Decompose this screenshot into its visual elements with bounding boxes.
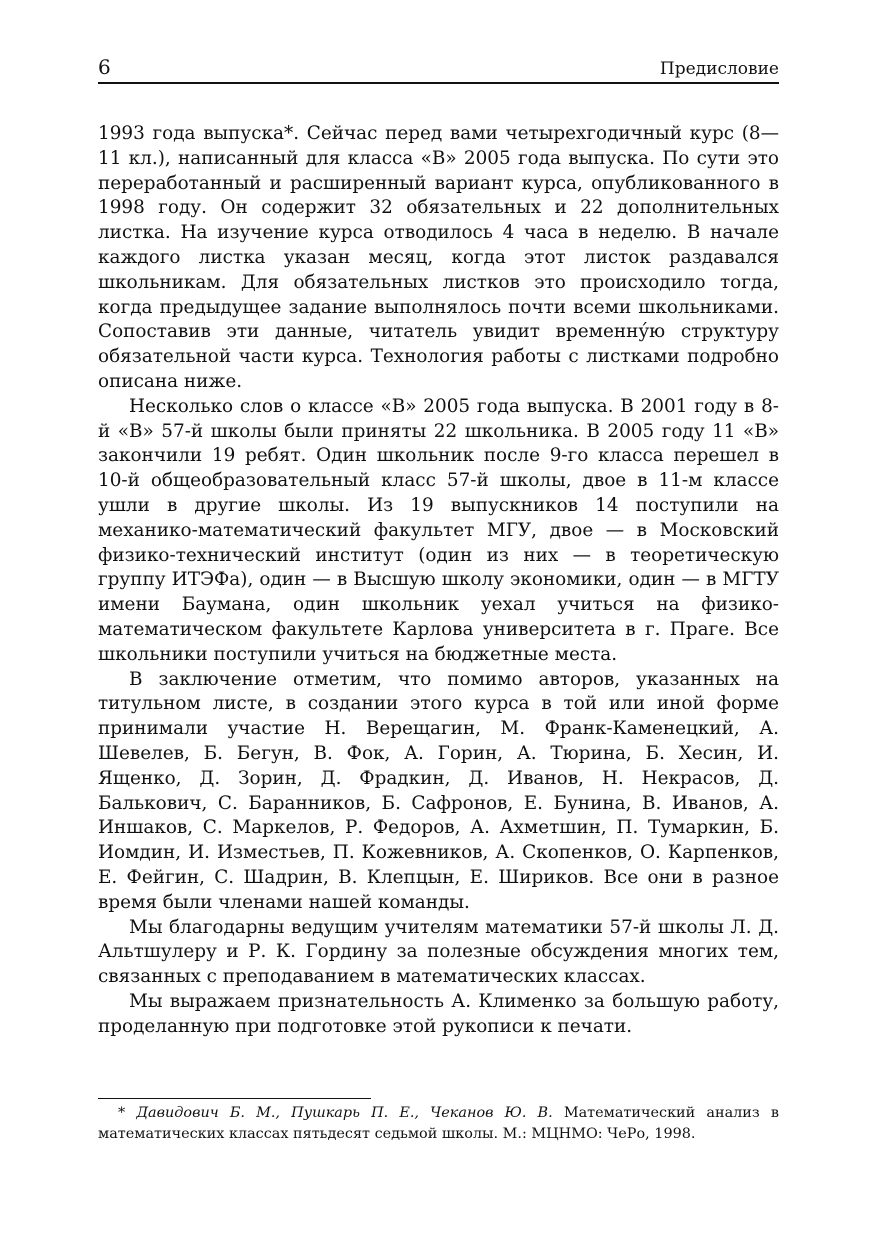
paragraph-5: Мы выражаем признательность А. Клименко за большую работу, проделанную при подготовке этой рукописи к печати. <box>98 990 779 1037</box>
footnote <box>98 1103 779 1144</box>
footnote-authors: Давидович Б. М., Пушкарь П. Е., Чеканов Ю. В. <box>136 1105 553 1121</box>
paragraph-4: Мы благодарны ведущим учителям математики 57-й школы Л. Д. Альтшулеру и Р. К. Гордину за полезные обсуждения многих тем, связанных с преподаванием в математических классах. <box>98 916 779 988</box>
section-title: Предисловие <box>659 59 779 79</box>
paragraph-3: В заключение отметим, что помимо авторов, указанных на титульном листе, в создании этого курса в той или иной форме принимали участие Н. Верещагин, М. Франк-Каменецкий, А. Шевелев, Б. Бегун, В. Фок, А. Горин, А. Тюрина, Б. Хесин, И. Ященко, Д. Зорин, Д. Фрадкин, Д. Иванов, Н. Некрасов, Д. Балькович, С. Баранников, Б. Сафронов, Е. Бунина, В. Иванов, А. Иншаков, С. Маркелов, Р. Федоров, А. Ахметшин, П. Тумаркин, Б. Иомдин, И. Изместьев, П. Кожевников, А. Скопенков, О. Карпенков, Е. Фейгин, С. Шадрин, В. Клепцын, Е. Шириков. Все они в разное время были членами нашей команды. <box>98 668 779 913</box>
page <box>98 54 779 1039</box>
footnote-marker: * <box>118 1105 137 1121</box>
footnote-divider <box>98 1098 371 1099</box>
page-number: 6 <box>98 55 111 79</box>
paragraph-1: 1993 года выпуска*. Сейчас перед вами четырехгодичный курс (8—11 кл.), написанный для класса «В» 2005 года выпуска. По сути это переработанный и расширенный вариант курса, опубликованного в 1998 году. Он содержит 32 обязательных и 22 дополнительных листка. На изучение курса отводилось 4 часа в неделю. В начале каждого листка указан месяц, когда этот листок раздавался школьникам. Для обязательных листков это происходило тогда, когда предыдущее задание выполнялось почти всеми школьниками. Сопоставив эти данные, читатель увидит временну́ю структуру обязательной части курса. Технология работы с листками подробно описана ниже. <box>98 123 779 392</box>
running-header <box>98 54 779 84</box>
body-text <box>98 122 779 1039</box>
paragraph-2: Несколько слов о классе «В» 2005 года выпуска. В 2001 году в 8-й «В» 57-й школы были приняты 22 школьника. В 2005 году 11 «В» закончили 19 ребят. Один школьник после 9-го класса перешел в 10-й общеобразовательный класс 57-й школы, двое в 11-м классе ушли в другие школы. Из 19 выпускников 14 поступили на механико-математический факультет МГУ, двое — в Московский физико-технический институт (один из них — в теоретическую группу ИТЭФа), один — в Высшую школу экономики, один — в МГТУ имени Баумана, один школьник уехал учиться на физико-математическом факультете Карлова университета в г. Праге. Все школьники поступили учиться на бюджетные места. <box>98 395 779 665</box>
footnote-text: Математический анализ в математических классах пятьдесят седьмой школы. М.: МЦНМО: ЧеРо, 1998. <box>98 1105 779 1142</box>
